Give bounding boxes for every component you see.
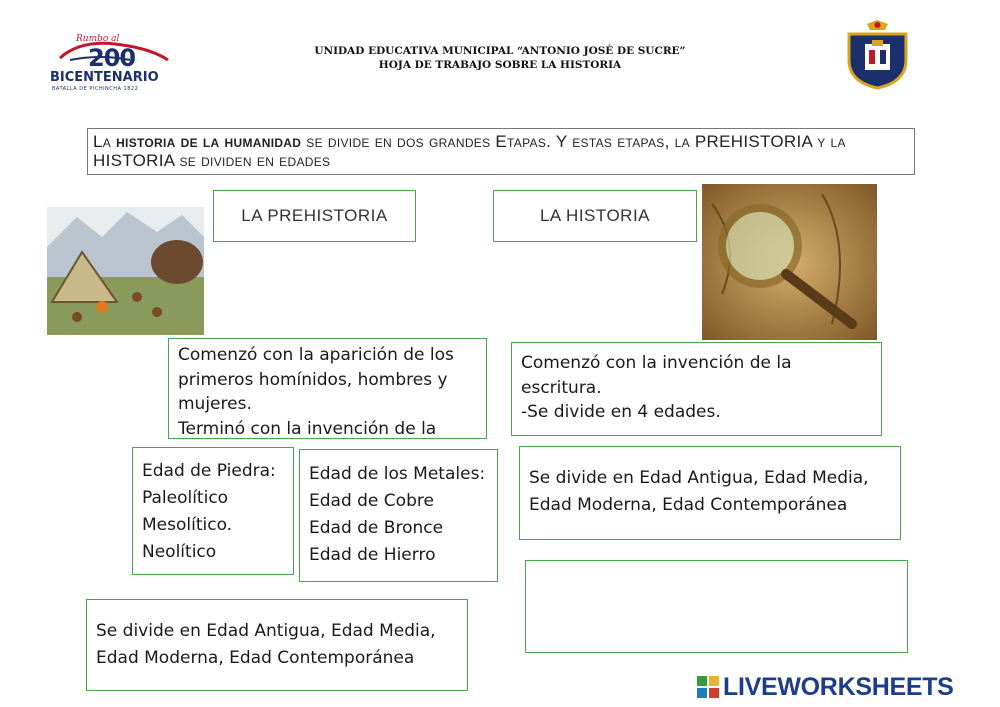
prehistoria-desc-line: primeros homínidos, hombres y [178,369,448,390]
edad-metales-line: Edad de los Metales: [309,464,486,484]
logo-subline: BATALLA DE PICHINCHA 1822 [52,86,139,92]
coat-of-arms-icon [845,20,910,90]
sheet-title: HOJA DE TRABAJO SOBRE LA HISTORIA [378,59,622,71]
edad-piedra-line: Paleolítico [142,488,229,508]
historia-edades-line: Se divide en Edad Antigua, Edad Media, [529,468,869,488]
prehistoria-desc-line: mujeres. [178,394,252,414]
edad-piedra-box [132,447,294,575]
logo-word: BICENTENARIO [50,70,159,85]
edad-piedra-line: Edad de Piedra: [142,461,276,481]
edad-metales-line: Edad de Hierro [309,545,436,565]
brand-text: LIVEWORKSHEETS [723,672,954,701]
historia-title-box [493,190,697,242]
intro-bold: historia de la humanidad [116,132,302,151]
bottom-left-line: Edad Moderna, Edad Contemporánea [96,648,415,668]
historia-desc-line: -Se divide en 4 edades. [521,402,721,422]
school-name: UNIDAD EDUCATIVA MUNICIPAL “ANTONIO JOSÉ DE SUCRE” [314,45,686,57]
empty-answer-box[interactable] [525,560,908,653]
bottom-left-answer-box[interactable] [86,599,468,691]
liveworksheets-icon [697,676,719,698]
edad-metales-line: Edad de Cobre [309,491,434,511]
edad-metales-line: Edad de Bronce [309,518,444,538]
historia-title: LA HISTORIA [539,206,651,225]
intro-text: La historia de la humanidad se divide en dos grandes Etapas. Y estas etapas, la PREHISTORIA y la HISTORIA se dividen en edades [93,132,846,170]
prehistory-illustration [47,207,204,335]
edad-piedra-line: Mesolítico. [142,515,233,535]
bicentenario-logo [40,30,180,95]
logo-number: 200 [88,44,136,72]
prehistoria-desc-line: Terminó con la invención de la [178,418,437,439]
prehistoria-title-box [213,190,416,242]
historia-description-box [511,342,882,436]
historia-desc-line: escritura. [521,377,602,398]
historia-desc-line: Comenzó con la invención de la [521,353,792,373]
historia-edades-line: Edad Moderna, Edad Contemporánea [529,495,848,515]
logo-script: Rumbo al [76,34,120,44]
edad-piedra-line: Neolítico [142,542,217,562]
map-magnifier-illustration [702,184,877,340]
bottom-left-line: Se divide en Edad Antigua, Edad Media, [96,621,436,641]
prehistoria-description-box [168,338,487,439]
prehistoria-desc-line: Comenzó con la aparición de los [178,345,454,365]
historia-edades-box[interactable] [519,446,901,540]
header-title [260,44,740,72]
liveworksheets-logo [697,673,997,701]
edad-metales-box [299,449,498,582]
intro-box [87,128,915,175]
prehistoria-title: LA PREHISTORIA [241,206,388,225]
